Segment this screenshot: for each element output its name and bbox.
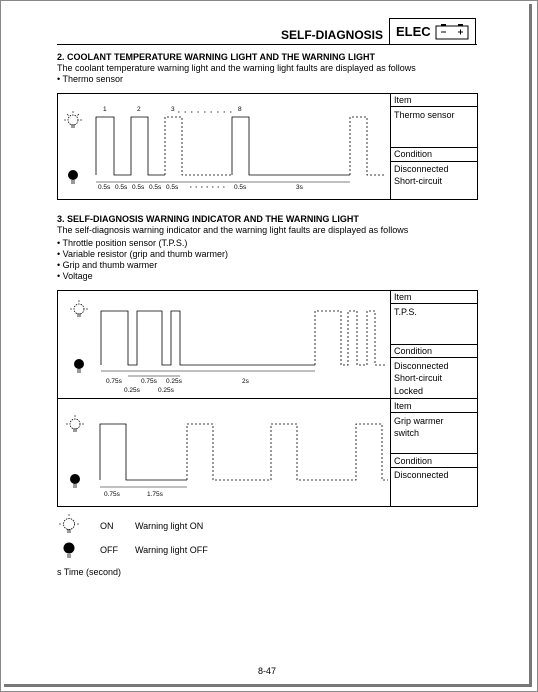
section3-heading: 3. SELF-DIAGNOSIS WARNING INDICATOR AND THE WARNING LIGHT	[57, 214, 359, 224]
timing-label: 0.5s	[166, 184, 179, 191]
condition-header: Condition	[394, 346, 433, 356]
timing-label: 0.5s	[98, 184, 111, 191]
legend-on-label: ON	[100, 521, 114, 531]
page-number: 8-47	[258, 666, 277, 676]
legend-bulb-off-icon	[64, 543, 75, 558]
timing-label: 0.25s	[166, 378, 182, 385]
legend-on-desc: Warning light ON	[135, 521, 204, 531]
item-value: T.P.S.	[394, 307, 417, 317]
bulb-off-icon	[74, 359, 84, 372]
section2-intro: The coolant temperature warning light and the warning light faults are displayed as follows	[57, 63, 416, 73]
timing-label: 1.75s	[147, 491, 163, 498]
pulse-label: 8	[238, 106, 242, 113]
bulb-on-icon	[66, 415, 84, 431]
timing-label: 2s	[242, 378, 249, 385]
section3-intro: The self-diagnosis warning indicator and the warning light faults are displayed as follows	[57, 225, 409, 235]
condition-value: Short-circuit	[394, 176, 443, 186]
timing-label: 0.5s	[234, 184, 247, 191]
timing-label: 3s	[296, 184, 303, 191]
section3-bullet: • Throttle position sensor (T.P.S.)	[57, 238, 188, 248]
legend-off-label: OFF	[100, 545, 118, 555]
pulse-label: 3	[171, 106, 175, 113]
condition-value: Disconnected	[394, 164, 449, 174]
page-title: SELF-DIAGNOSIS	[281, 28, 384, 42]
section2-heading: 2. COOLANT TEMPERATURE WARNING LIGHT AND THE WARNING LIGHT	[57, 52, 375, 62]
item-value: switch	[394, 428, 420, 438]
section2-bullet: • Thermo sensor	[57, 74, 124, 84]
legend-bulb-on-icon	[59, 514, 79, 532]
legend-off-desc: Warning light OFF	[135, 545, 208, 555]
condition-value: Short-circuit	[394, 373, 443, 383]
bulb-off-icon	[70, 474, 80, 487]
timing-label: 0.75s	[104, 491, 120, 498]
time-note: s Time (second)	[57, 567, 122, 577]
condition-value: Disconnected	[394, 470, 449, 480]
pulse-label: 2	[137, 106, 141, 113]
section3-bullet: • Voltage	[57, 271, 93, 281]
section-label: ELEC	[396, 24, 431, 39]
item-value: Thermo sensor	[394, 110, 455, 120]
timing-label: 0.25s	[124, 387, 140, 394]
item-header: Item	[394, 292, 412, 302]
timing-label: 0.75s	[106, 378, 122, 385]
timing-label: 0.25s	[158, 387, 174, 394]
section3-bullet: • Grip and thumb warmer	[57, 260, 158, 270]
item-value: Grip warmer	[394, 416, 444, 426]
section3-bullet: • Variable resistor (grip and thumb warmer)	[57, 249, 229, 259]
condition-header: Condition	[394, 456, 433, 466]
condition-value: Disconnected	[394, 361, 449, 371]
condition-value: Locked	[394, 386, 424, 396]
bulb-on-icon	[70, 300, 88, 316]
pulse-label: 1	[103, 106, 107, 113]
timing-label: 0.5s	[132, 184, 145, 191]
condition-header: Condition	[394, 149, 433, 159]
item-header: Item	[394, 95, 412, 105]
timing-label: 0.75s	[141, 378, 157, 385]
item-header: Item	[394, 401, 412, 411]
timing-label: 0.5s	[149, 184, 162, 191]
timing-label: 0.5s	[115, 184, 128, 191]
